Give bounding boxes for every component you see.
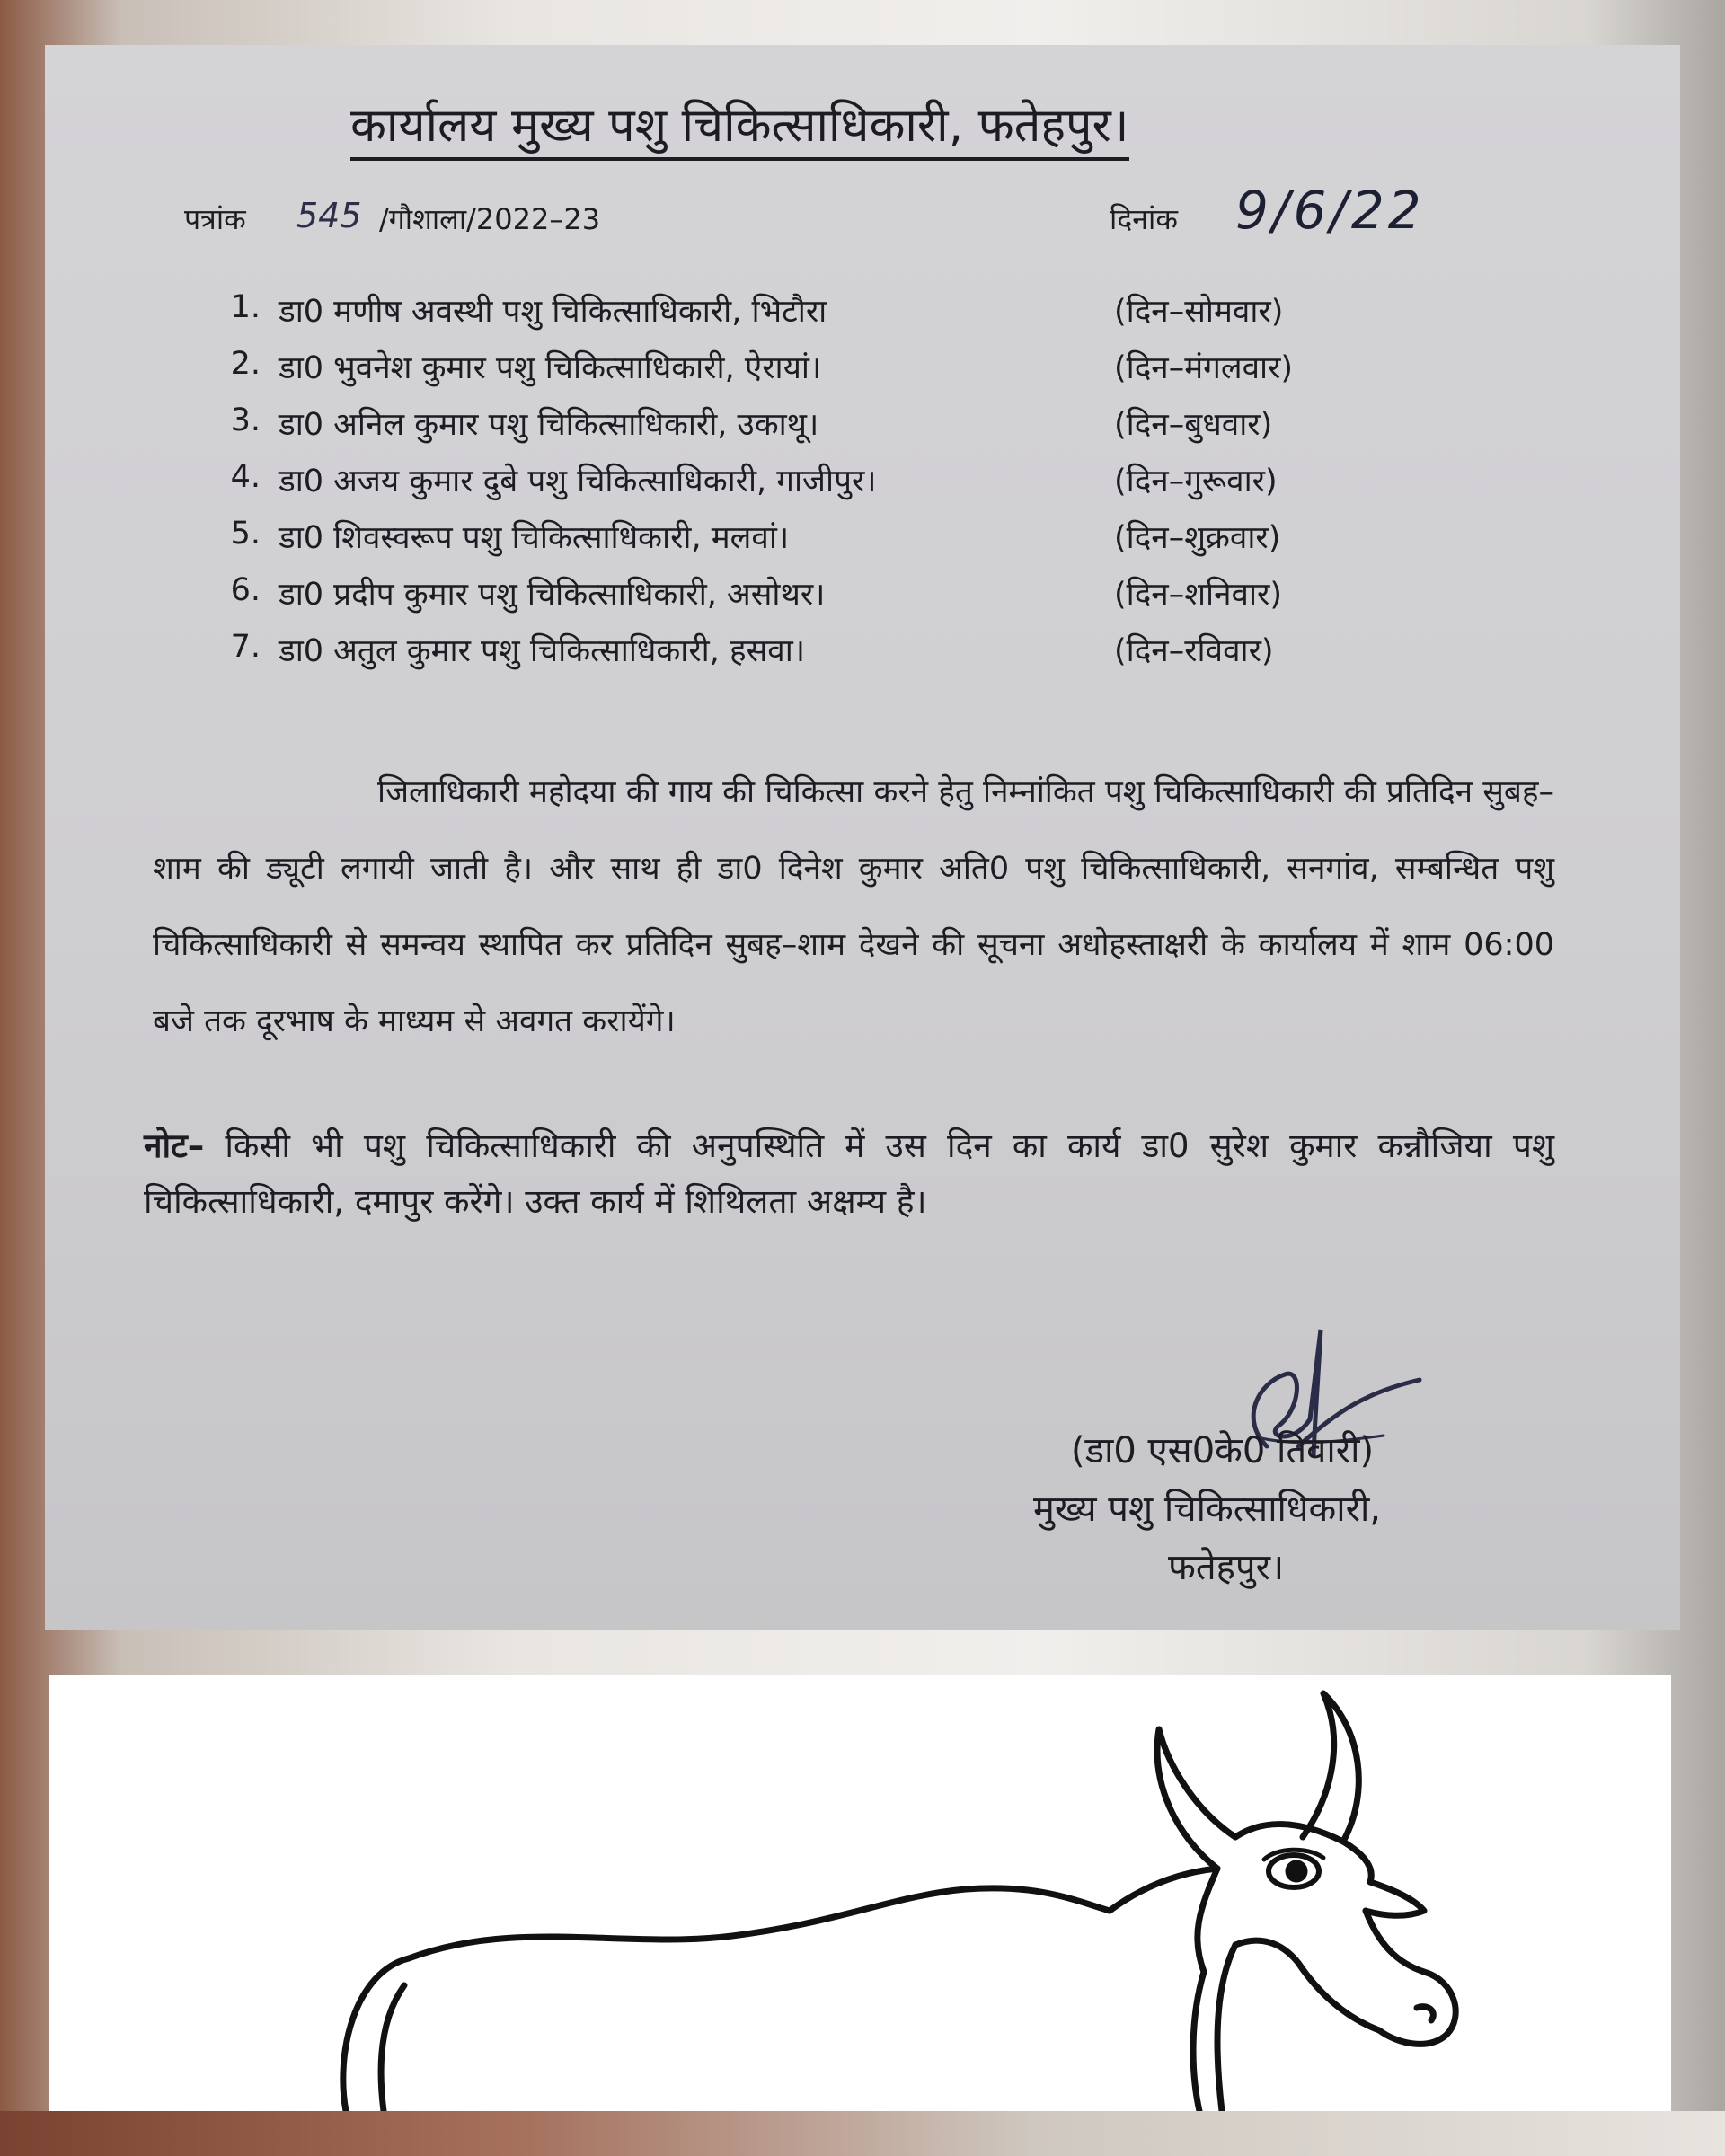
background-blur bbox=[0, 2111, 1725, 2156]
list-item bbox=[216, 402, 1366, 459]
duty-day: (दिन–शनिवार) bbox=[1114, 577, 1283, 613]
duty-day: (दिन–शुक्रवार) bbox=[1114, 520, 1281, 556]
ref-label: पत्रांक bbox=[184, 202, 246, 236]
duty-day: (दिन–मंगलवार) bbox=[1114, 350, 1294, 386]
letter-heading: कार्यालय मुख्य पशु चिकित्साधिकारी, फतेहपुर। bbox=[350, 92, 1129, 161]
note-text: किसी भी पशु चिकित्साधिकारी की अनुपस्थिति में उस दिन का कार्य डा0 सुरेश कुमार कन्नौजिया पशु चिकित्साधिकारी, दमापुर करेंगे। उक्त कार्य में शिथिलता अक्षम्य है। bbox=[144, 1127, 1554, 1221]
signatory-title: मुख्य पशु चिकित्साधिकारी, bbox=[1033, 1489, 1382, 1530]
list-item bbox=[216, 629, 1366, 685]
note-paragraph bbox=[144, 1118, 1554, 1230]
item-number: 1. bbox=[230, 289, 261, 325]
note-label: नोट– bbox=[144, 1127, 205, 1165]
duty-day: (दिन–सोमवार) bbox=[1114, 294, 1284, 330]
officer-name: डा0 भुवनेश कुमार पशु चिकित्साधिकारी, ऐरायां। bbox=[279, 350, 822, 386]
item-number: 7. bbox=[230, 629, 261, 665]
ref-number-handwritten: 545 bbox=[296, 196, 362, 235]
cow-illustration-panel bbox=[49, 1675, 1671, 2111]
list-item bbox=[216, 346, 1366, 402]
signatory-place: फतेहपुर। bbox=[1168, 1547, 1285, 1588]
item-number: 6. bbox=[230, 572, 261, 608]
officer-name: डा0 अतुल कुमार पशु चिकित्साधिकारी, हसवा। bbox=[279, 633, 806, 669]
list-item bbox=[216, 516, 1366, 572]
duty-day: (दिन–रविवार) bbox=[1114, 633, 1274, 669]
item-number: 4. bbox=[230, 459, 261, 495]
order-paragraph: जिलाधिकारी महोदया की गाय की चिकित्सा करने हेतु निम्नांकित पशु चिकित्साधिकारी की प्रतिदिन सुबह–शाम की ड्यूटी लगायी जाती है। और साथ ही डा0 दिनेश कुमार अति0 पशु चिकित्साधिकारी, सनगांव, सम्बन्धित पशु चिकित्साधिकारी से समन्वय स्थापित कर प्रतिदिन सुबह–शाम देखने की सूचना अधोहस्ताक्षरी के कार्यालय में शाम 06:00 बजे तक दूरभाष के माध्यम से अवगत करायेंगे। bbox=[153, 774, 1554, 1039]
ref-suffix: /गौशाला/2022–23 bbox=[379, 202, 601, 236]
item-number: 2. bbox=[230, 346, 261, 382]
list-item bbox=[216, 289, 1366, 346]
duty-day: (दिन–गुरूवार) bbox=[1114, 464, 1278, 499]
cow-outline-icon bbox=[49, 1675, 1671, 2111]
date-label: दिनांक bbox=[1110, 202, 1178, 236]
list-item bbox=[216, 572, 1366, 629]
date-handwritten: 9/6/22 bbox=[1235, 180, 1425, 241]
officer-name: डा0 प्रदीप कुमार पशु चिकित्साधिकारी, असोथर। bbox=[279, 577, 826, 613]
officer-name: डा0 अजय कुमार दुबे पशु चिकित्साधिकारी, गाजीपुर। bbox=[279, 464, 877, 499]
duty-day: (दिन–बुधवार) bbox=[1114, 407, 1273, 443]
item-number: 5. bbox=[230, 516, 261, 552]
office-letter-photo bbox=[45, 45, 1680, 1630]
officer-name: डा0 मणीष अवस्थी पशु चिकित्साधिकारी, भिटौरा bbox=[279, 294, 827, 330]
item-number: 3. bbox=[230, 402, 261, 438]
signatory-name: (डा0 एस0के0 तिवारी) bbox=[1071, 1430, 1375, 1471]
duty-roster-list bbox=[216, 289, 1366, 685]
officer-name: डा0 अनिल कुमार पशु चिकित्साधिकारी, उकाथू। bbox=[279, 407, 819, 443]
list-item bbox=[216, 459, 1366, 516]
officer-name: डा0 शिवस्वरूप पशु चिकित्साधिकारी, मलवां। bbox=[279, 520, 790, 556]
